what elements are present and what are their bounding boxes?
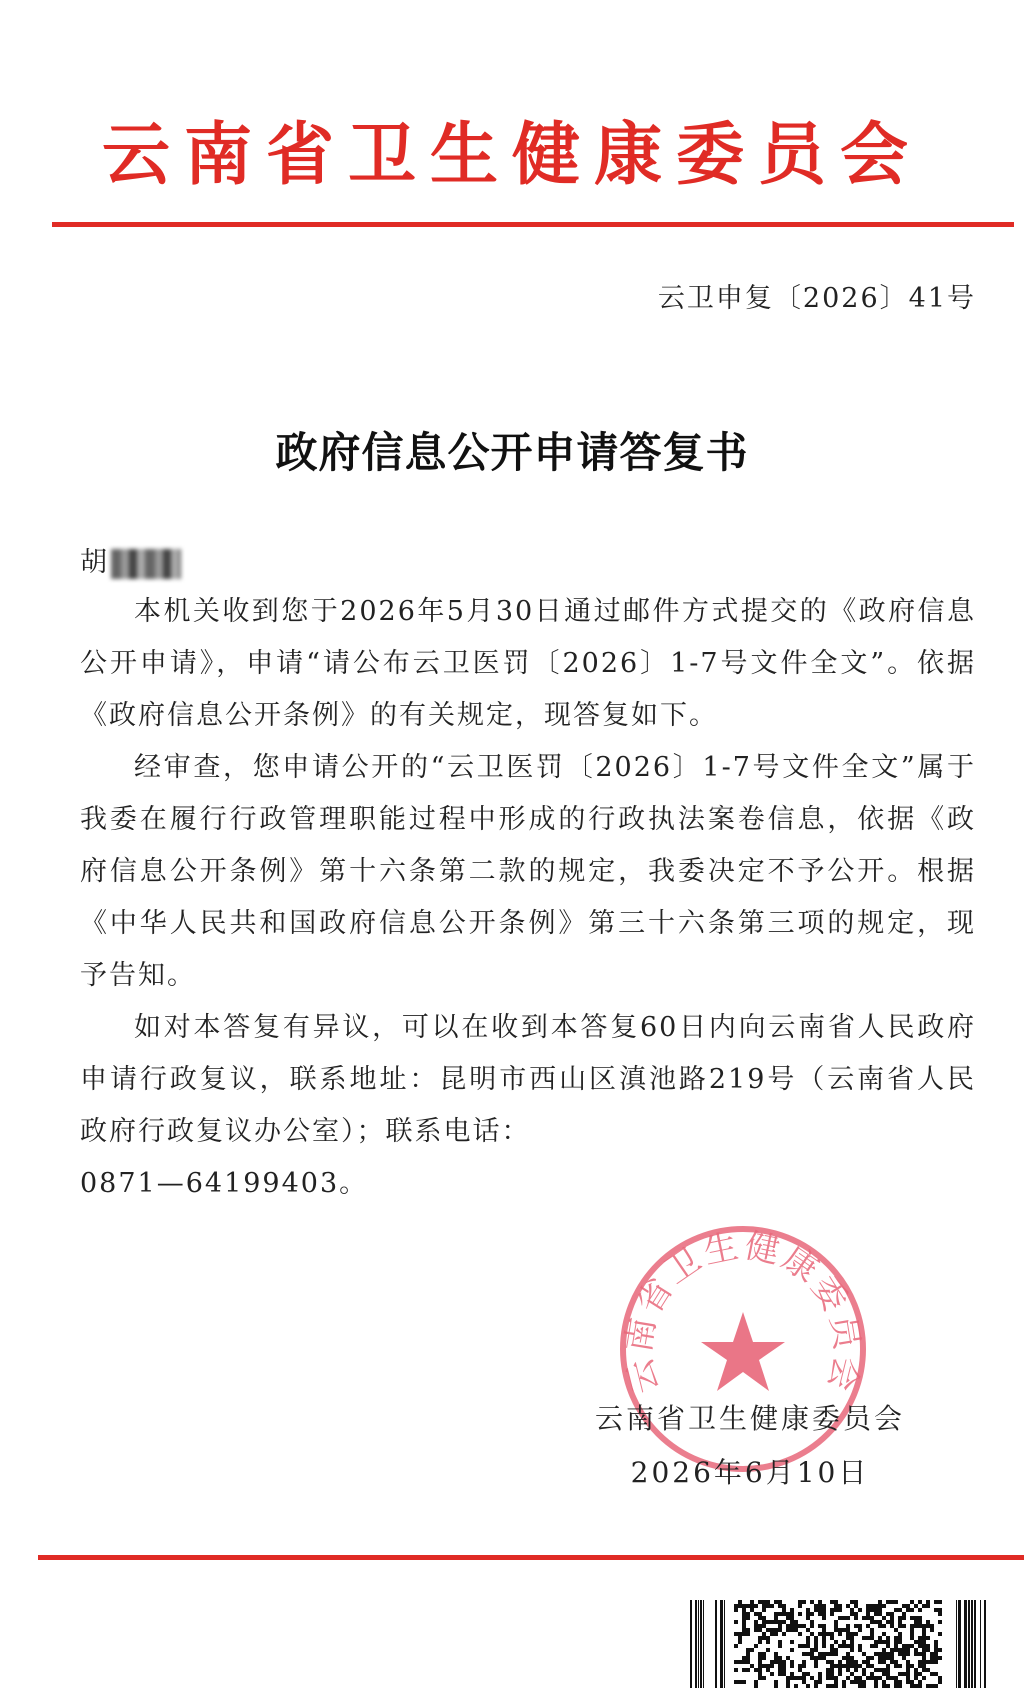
document-number: 云卫申复〔2026〕41号 xyxy=(657,283,976,314)
letterhead-divider xyxy=(52,222,1014,227)
document-barcode xyxy=(690,1600,986,1688)
document-body xyxy=(80,586,976,1210)
seal-text: 云南省卫生健康委员会 xyxy=(618,1225,868,1398)
body-paragraph-2: 经审查，您申请公开的“云卫医罚〔2026〕1-7号文件全文”属于我委在履行行政管理职能过程中形成的行政执法案卷信息，依据《政府信息公开条例》第十六条第二款的规定，我委决定不予公开。根据《中华人民共和国政府信息公开条例》第三十六条第三项的规定，现予告知。 xyxy=(80,752,976,991)
star-icon xyxy=(701,1312,785,1391)
body-paragraph-3: 如对本答复有异议，可以在收到本答复60日内向云南省人民政府申请行政复议，联系地址：昆明市西山区滇池路219号（云南省人民政府行政复议办公室）；联系电话： xyxy=(80,1012,976,1147)
body-paragraph-1: 本机关收到您于2026年5月30日通过邮件方式提交的《政府信息公开申请》，申请“请公布云卫医罚〔2026〕1-7号文件全文”。依据《政府信息公开条例》的有关规定，现答复如下。 xyxy=(80,596,976,731)
signature-date: 2026年6月10日 xyxy=(630,1456,870,1489)
addressee-name: 胡 xyxy=(80,547,107,578)
signature-block xyxy=(560,1392,940,1500)
letterhead-title: 云南省卫生健康委员会 xyxy=(101,115,922,195)
body-phone-number: 0871—64199403。 xyxy=(80,1168,369,1199)
signature-organization: 云南省卫生健康委员会 xyxy=(594,1402,905,1435)
document-title: 政府信息公开申请答复书 xyxy=(275,428,749,477)
footer-divider xyxy=(38,1555,1024,1560)
addressee xyxy=(80,540,181,579)
redacted-name-mask xyxy=(111,549,181,579)
